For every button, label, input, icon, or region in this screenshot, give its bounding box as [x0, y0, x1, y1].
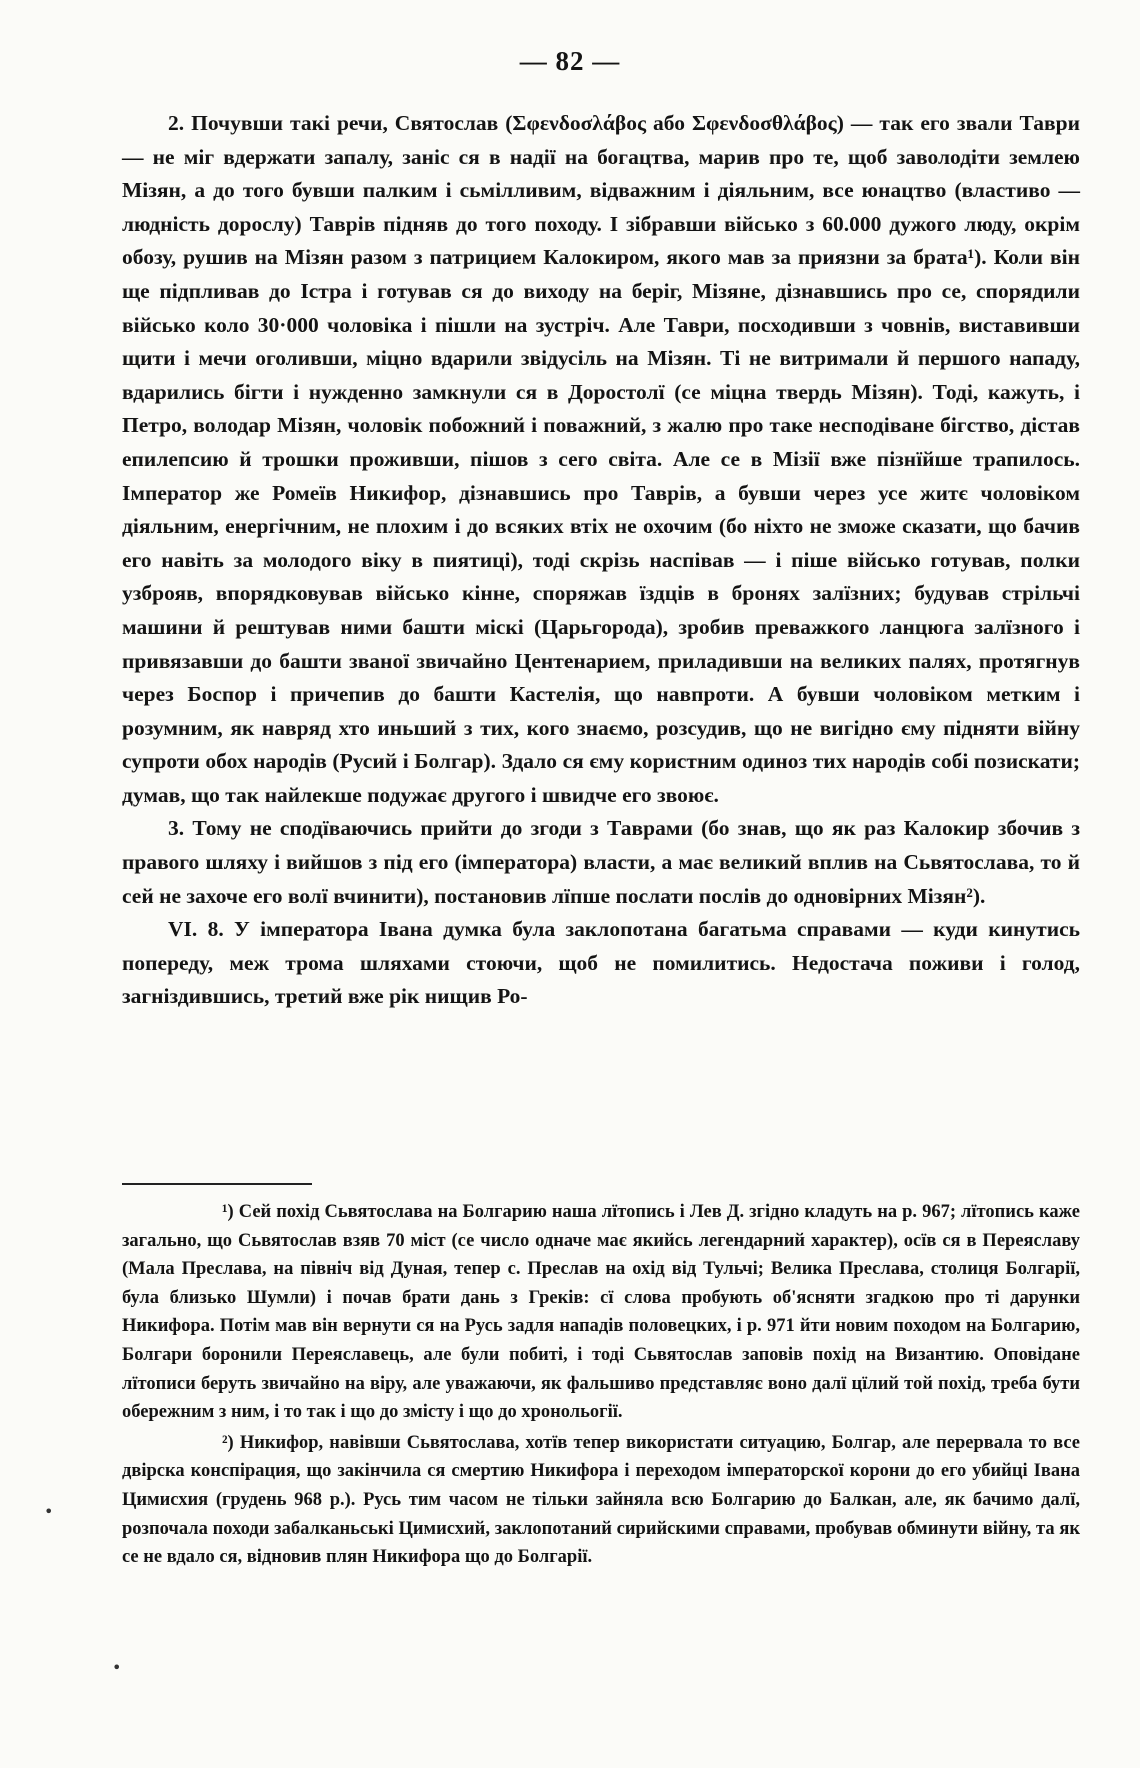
footnotes [122, 1198, 1080, 1572]
footnote-1: ¹) Сей похід Сьвятослава на Болгарию наша лїтопись і Лев Д. згідно кладуть на р. 967; лїтопись каже загально, що Сьвятослав взяв 70 міст (се число одначе має якийсь легендарний характер), осїв ся в Переяславу (Мала Преслава, на північ від Дуная, тепер с. Преслав на охід від Тульчі; Велика Преслава, столиця Болгарії, була близько Шумли) і почав брати дань з Греків: сї слова пробують об'ясняти згадкою про ті дарунки Никифора. Потім мав він вернути ся на Русь задля нападів половецких, і р. 971 йти новим походом на Болгарию, Болгари боронили Переяславець, але були побиті, і тоді Сьвятослав заповів похід на Византию. Оповідане лїтописи беруть звичайно на віру, але уважаючи, як фальшиво представляє воно далї цїлий той похід, треба бути обережним з ним, і то так і що до змісту і що до хронольогії. [122, 1202, 1080, 1423]
margin-dot: • [112, 1658, 122, 1677]
paragraph-vi-8: VI. 8. У імператора Івана думка була заклопотана багатьма справами — куди кинутись попереду, меж трома шляхами стоючи, щоб не помилитись. Недостача поживи і голод, загніздившись, третий вже рік нищив Ро- [122, 917, 1080, 1009]
footnote-divider [122, 1183, 312, 1185]
paragraph-3: 3. Тому не сподїваючись прийти до згоди з Таврами (бо знав, що як раз Калокир збочив з правого шляху і вийшов з під его (імператора) власти, а має великий вплив на Сьвятослава, то й сей не захоче его волї вчинити), постановив лїпше послати послів до одновірних Мізян²). [122, 816, 1080, 908]
margin-dot: • [44, 1502, 54, 1521]
footnote-2: ²) Никифор, навівши Сьвятослава, хотїв тепер використати ситуацию, Болгар, але перервала то все двірска конспірация, що закінчила ся смертию Никифора і переходом імператорскої корони до его убийці Івана Цимисхия (грудень 968 р.). Русь тим часом не тільки зайняла всю Болгарию до Балкан, але, як бачимо далї, розпочала походи забалканьські Цимисхий, заклопотаний сирийскими справами, пробував обминути війну, та як се не вдало ся, відновив плян Никифора що до Болгарії. [122, 1432, 1080, 1568]
main-text [122, 107, 1080, 1014]
page-number: — 82 — [519, 46, 621, 76]
paragraph-2: 2. Почувши такі речи, Святослав (Σφενδοσλάβος або Σφενδοσθλάβος) — так его звали Таври — не міг вдержати запалу, заніс ся в надії на богацтва, марив про те, щоб заволодіти землею Мізян, а до того бувши палким і сьмілливим, відважним і діяльним, все юнацтво (властиво — людність дорослу) Таврів підняв до того походу. І зібравши військо з 60.000 дужого люду, окрім обозу, рушив на Мізян разом з патрицием Калокиром, якого мав за приязни за брата¹). Коли він ще підпливав до Істра і готував ся до виходу на беріг, Мізяне, дізнавшись про се, спорядили військо коло 30·000 чоловіка і пішли на зустріч. Але Таври, посходивши з човнів, виставивши щити і мечи оголивши, міцно вдарили звідусіль на Мізян. Ті не витримали й першого нападу, вдарились бігти і нужденно замкнули ся в Доростолї (се міцна твердь Мізян). Тоді, кажуть, і Петро, володар Мізян, чоловік побожний і поважний, з жалю про таке несподіване бігство, дістав епилепсию й трошки проживши, пішов з сего світа. Але се в Мізії вже пізнїйше трапилось. Імператор же Ромеїв Никифор, дізнавшись про Таврів, а бувши через усе житє чоловіком діяльним, енергічним, не плохим і до всяких втіх не охочим (бо ніхто не зможе сказати, що бачив его навіть за молодого віку в пиятиці), тоді скрізь наспівав — і піше військо готував, полки узброяв, впорядковував військо кінне, споряжав їздців в бронях залїзних; будував стрільчі машини й рештував ними башти міскі (Царьгорода), зробив преважкого ланцюга залїзного і привязавши до башти званої звичайно Центенарием, приладивши на великих палях, протягнув через Боспор і причепив до башти Кастелія, що навпроти. А бувши чоловіком метким і розумним, як навряд хто иньший з тих, кого знаємо, розсудив, що не вигідно єму підняти війну супроти обох народів (Русий і Болгар). Здало ся єму користним одиноз тих народів собі позискати; думав, що так найлекше подужає другого і швидче его звоює. [122, 111, 1080, 807]
